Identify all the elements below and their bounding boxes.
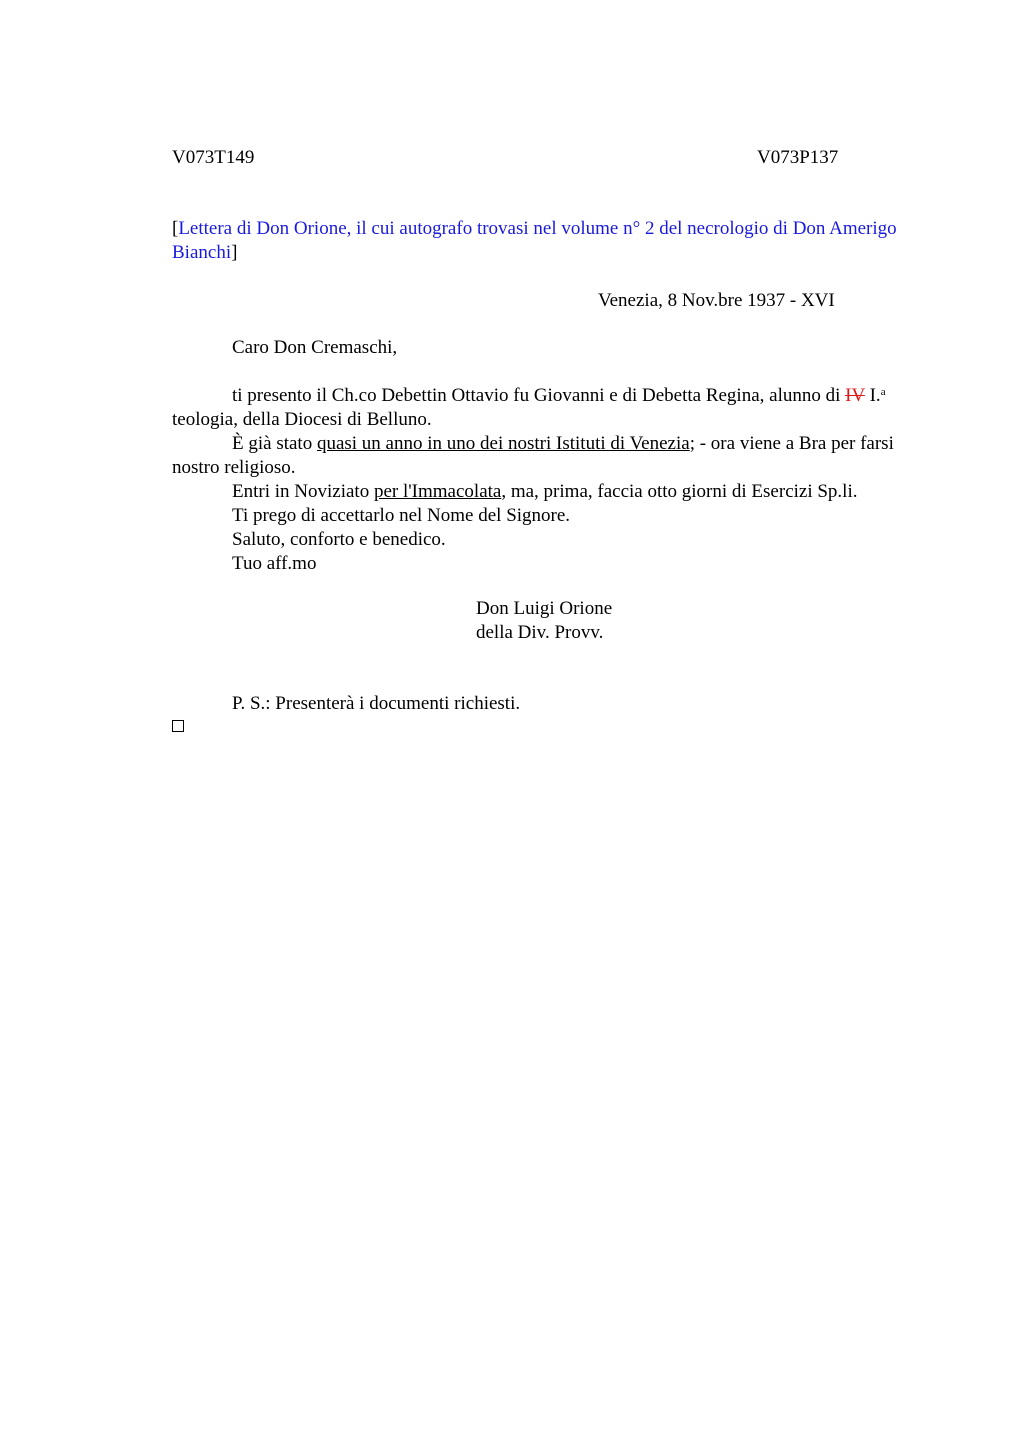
paragraph-3-end: , ma, prima, faccia otto giorni di Esercizi Sp.li. xyxy=(501,481,858,502)
postscript: P. S.: Presenterà i documenti richiesti. xyxy=(232,693,521,714)
checkbox-icon xyxy=(172,720,184,732)
paragraph-4: Ti prego di accettarlo nel Nome del Signore. xyxy=(232,505,571,526)
paragraph-2-underlined: quasi un anno in uno dei nostri Istituti di Venezia xyxy=(316,433,690,454)
note-close-bracket: ] xyxy=(231,242,238,263)
salutation: Caro Don Cremaschi, xyxy=(232,337,398,358)
paragraph-2-end: ; - ora viene a Bra per farsi nostro religioso. xyxy=(172,433,894,478)
signature-name: Don Luigi Orione xyxy=(476,598,613,619)
ordinal-superscript: a xyxy=(880,386,886,398)
editorial-note xyxy=(172,217,912,265)
ordinal: I. xyxy=(869,385,881,406)
paragraph-5: Saluto, conforto e benedico. xyxy=(232,529,446,550)
paragraph-3-start: Entri in Noviziato xyxy=(232,481,374,502)
note-text: Lettera di Don Orione, il cui autografo trovasi nel volume n° 2 del necrologio di Don Amerigo Bianchi xyxy=(172,218,897,263)
paragraph-2 xyxy=(172,432,917,480)
note-open-bracket: [ xyxy=(172,218,179,239)
paragraph-1-end: teologia, della Diocesi di Belluno. xyxy=(172,409,432,430)
signature-title: della Div. Provv. xyxy=(476,622,604,643)
paragraph-1-text: ti presento il Ch.co Debettin Ottavio fu Giovanni e di Debetta Regina, alunno di xyxy=(232,385,846,406)
letter-date: Venezia, 8 Nov.bre 1937 - XVI xyxy=(598,290,835,311)
document-code-left: V073T149 xyxy=(172,147,255,168)
paragraph-2-start: È già stato xyxy=(232,433,317,454)
paragraph-1 xyxy=(172,384,917,432)
struck-text: IV xyxy=(845,385,865,406)
paragraph-3 xyxy=(172,480,917,504)
letter-body xyxy=(172,336,917,576)
document-code-right: V073P137 xyxy=(757,147,839,168)
paragraph-3-underlined: per l'Immacolata xyxy=(373,481,502,502)
closing: Tuo aff.mo xyxy=(232,553,317,574)
